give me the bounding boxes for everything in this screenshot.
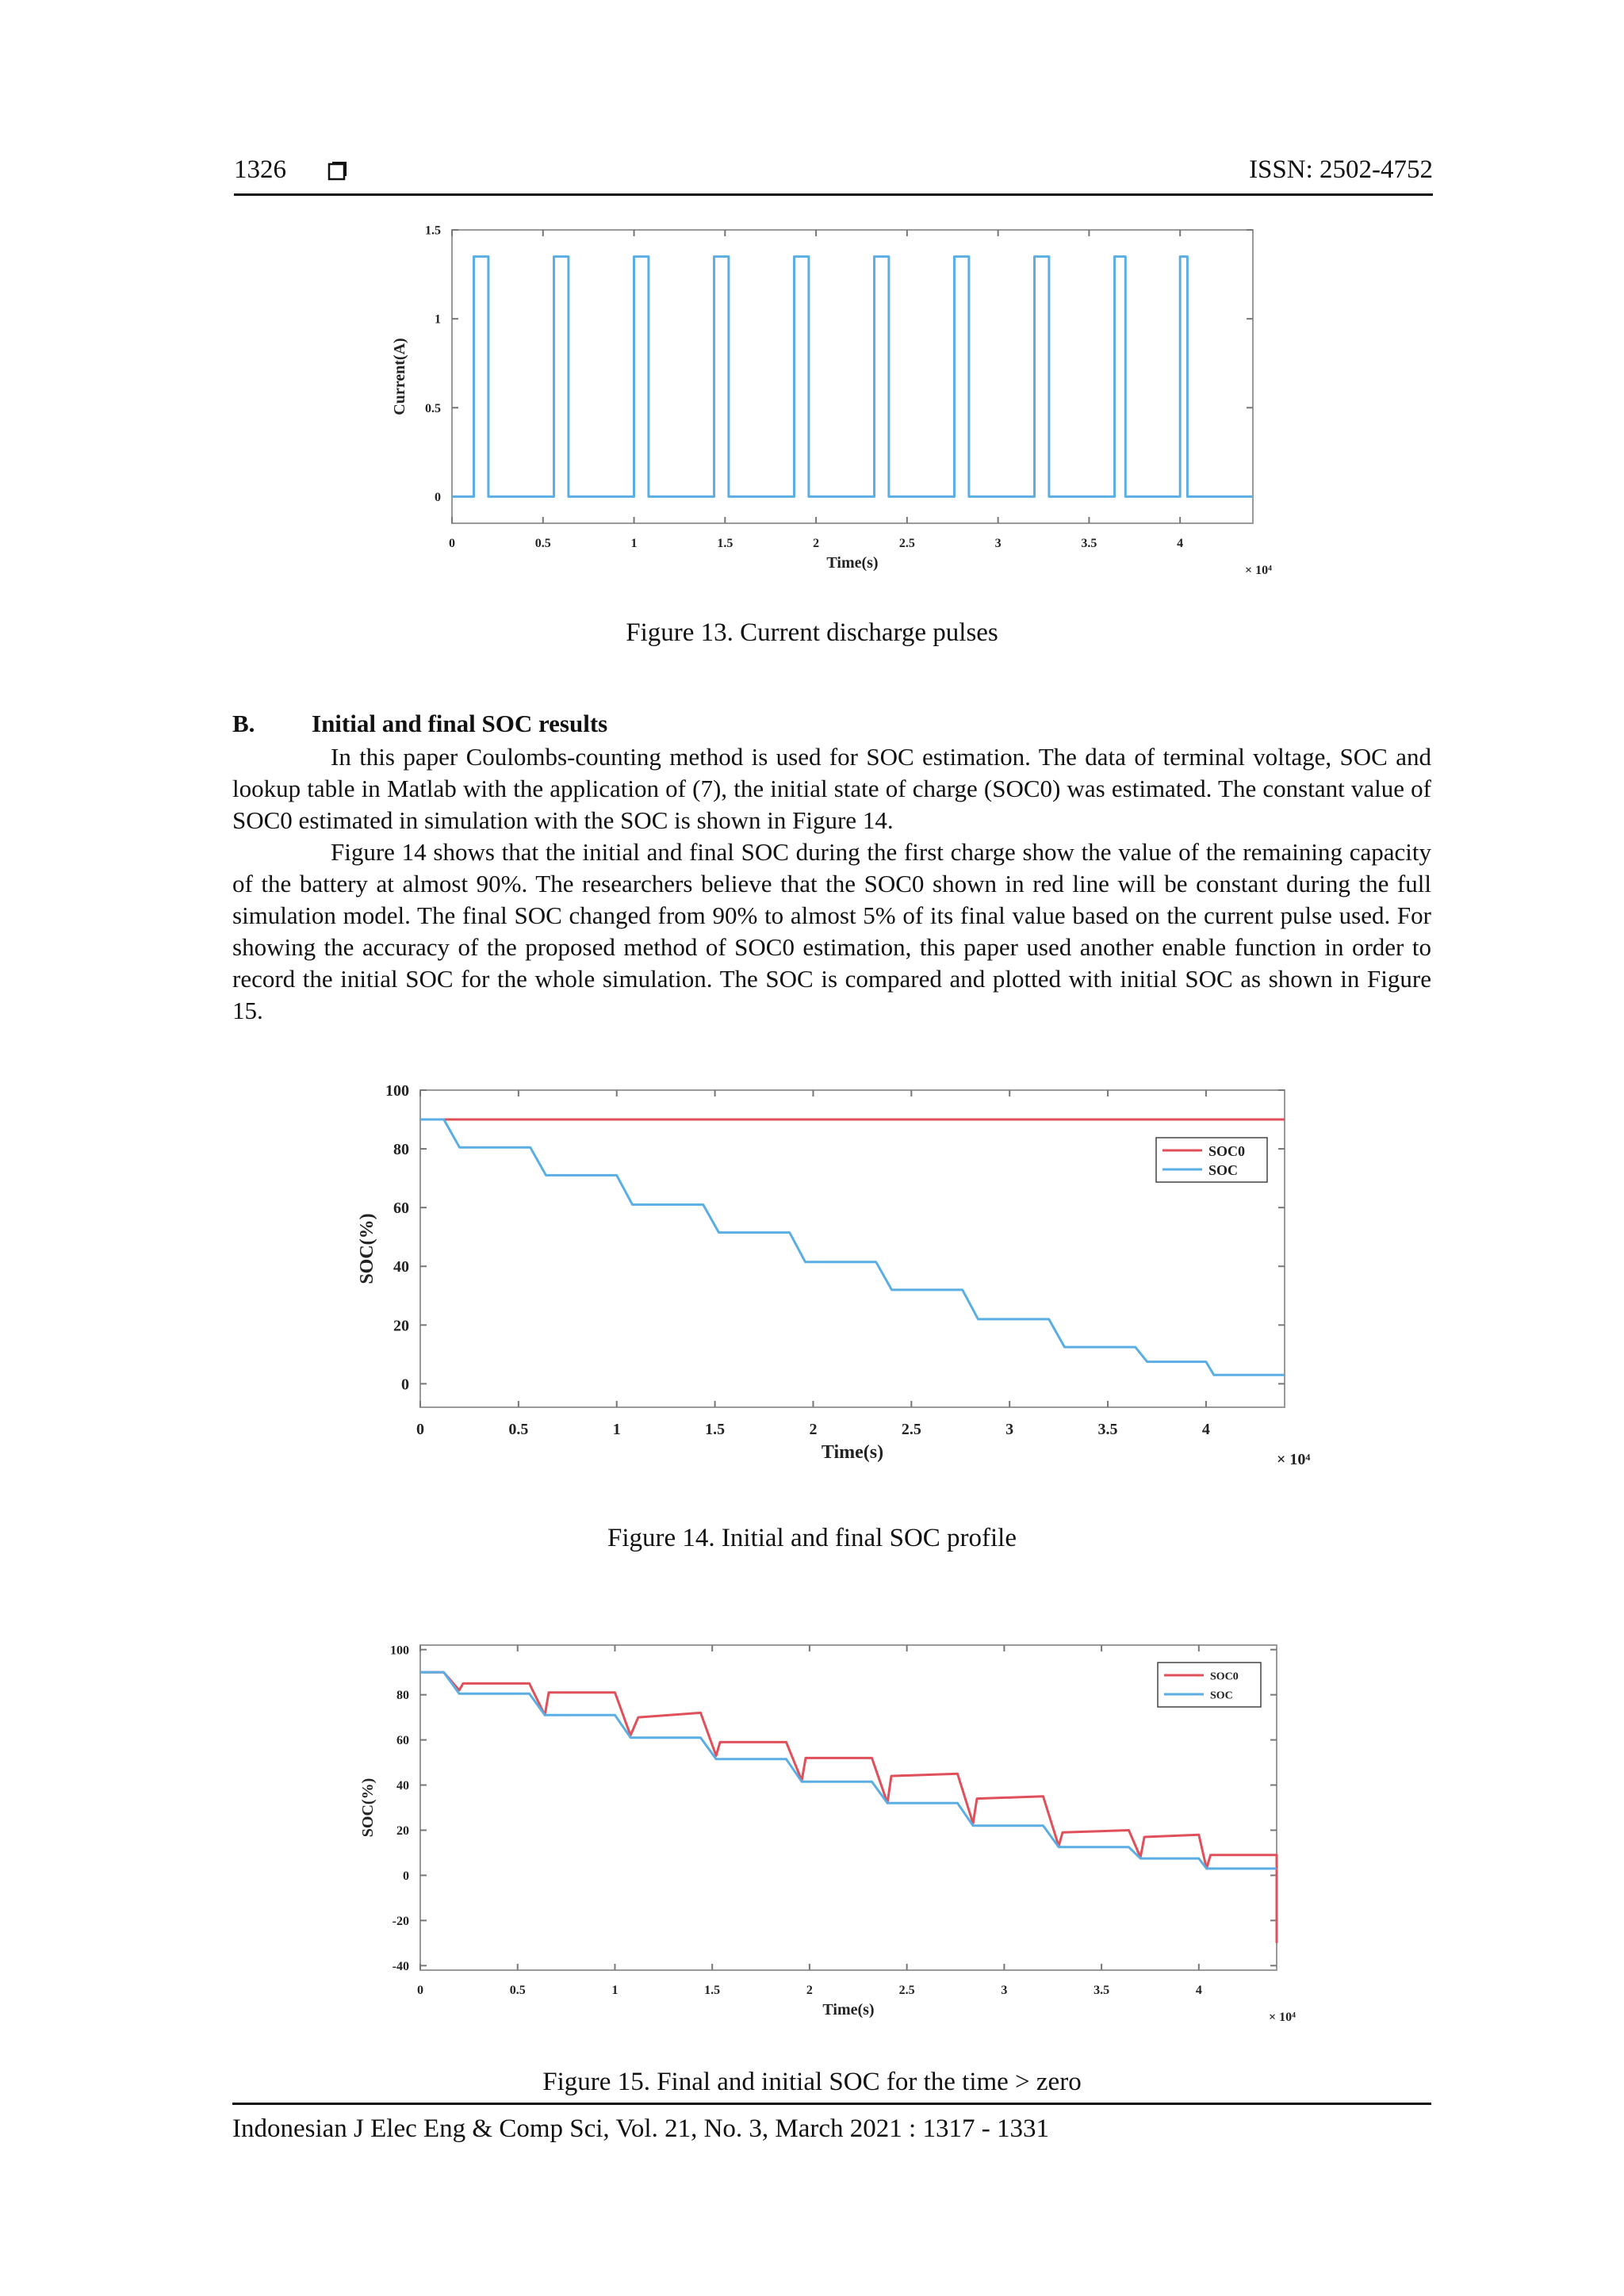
x-tick-label: 2.5 [898,537,915,550]
figure-15-soc-chart [357,1629,1308,2042]
x-tick-label: 1 [612,1421,621,1438]
legend-label: SOC [1210,1689,1233,1702]
y-tick-label: 60 [393,1200,409,1218]
y-tick-label: 20 [393,1317,409,1335]
x-tick-label: 0.5 [534,537,551,550]
section-title: Initial and final SOC results [312,710,608,737]
x-tick-label: 4 [1177,537,1184,550]
issn: ISSN: 2502-4752 [1249,155,1433,184]
legend-label: SOC0 [1208,1143,1246,1159]
x-tick-label: 4 [1195,1984,1202,1997]
page-header [234,155,1433,196]
x-tick-label: 0 [449,537,455,550]
paragraph-1: In this paper Coulombs-counting method is used for SOC estimation. The data of terminal voltage, SOC and lookup table in Matlab with the application of (7), the initial state of charge (SOC0) was estimated. The constant value of SOC0 estimated in simulation with the SOC is shown in Figure 14. [232,743,1431,834]
square-icon [327,160,348,181]
x-multiplier-label: × 10⁴ [1269,2011,1296,2024]
paragraph-2: Figure 14 shows that the initial and final SOC during the first charge show the value of the remaining capacity of the battery at almost 90%. The researchers believe that the SOC0 shown in red line will be constant during the full simulation model. The final SOC changed from 90% to almost 5% of its final value based on the current pulse used. For showing the accuracy of the proposed method of SOC0 estimation, this paper used another enable function in order to record the initial SOC for the whole simulation. The SOC is compared and plotted with initial SOC as shown in Figure 15. [232,838,1431,1024]
plot-frame [452,230,1253,523]
legend-box [1158,1663,1261,1707]
x-tick-label: 0.5 [508,1421,529,1438]
x-tick-label: 3 [1005,1421,1014,1438]
x-tick-label: 2 [813,537,820,550]
figure-14-caption: Figure 14. Initial and final SOC profile [607,1524,1017,1552]
section-heading [232,710,607,738]
y-tick-label: 1 [435,312,441,327]
figure-13-caption: Figure 13. Current discharge pulses [626,618,998,647]
y-tick-label: 100 [390,1644,409,1658]
x-tick-label: 3.5 [1094,1984,1110,1997]
page-number: 1326 [234,155,286,184]
y-tick-label: 0.5 [425,401,441,415]
x-tick-label: 0 [417,1984,423,1997]
x-tick-label: 1.5 [704,1984,721,1997]
figure-14-soc-chart [333,1074,1316,1487]
x-multiplier-label: × 10⁴ [1277,1451,1311,1468]
x-tick-label: 1.5 [717,537,733,550]
x-axis-label: Time(s) [821,1442,884,1463]
x-tick-label: 1 [630,537,638,550]
legend [1158,1663,1261,1707]
y-axis-label: Current(A) [391,338,408,415]
y-tick-label: 1.5 [425,224,441,238]
x-tick-label: 3 [994,537,1002,550]
x-multiplier-label: × 10⁴ [1245,564,1272,577]
x-tick-label: 0 [416,1421,424,1438]
x-tick-label: 1 [611,1984,619,1997]
page-footer: Indonesian J Elec Eng & Comp Sci, Vol. 21, No. 3, March 2021 : 1317 - 1331 [232,2103,1431,2144]
figure-15-caption: Figure 15. Final and initial SOC for the time > zero [542,2068,1082,2096]
x-axis-label: Time(s) [822,2001,875,2019]
y-tick-label: 40 [396,1779,409,1793]
y-tick-label: 0 [401,1376,409,1394]
y-axis-label: SOC(%) [357,1213,377,1284]
section-number: B. [232,710,255,737]
x-tick-label: 2 [809,1421,818,1438]
y-tick-label: 0 [403,1869,409,1884]
figure-13-current-chart [381,214,1293,595]
x-tick-label: 4 [1201,1421,1210,1438]
x-tick-label: 2 [806,1984,813,1997]
x-tick-label: 1.5 [705,1421,726,1438]
y-tick-label: 0 [435,490,441,504]
legend-label: SOC [1208,1162,1239,1178]
y-tick-label: 100 [385,1082,409,1100]
y-tick-label: 20 [396,1824,409,1839]
x-axis-label: Time(s) [826,554,879,572]
x-tick-label: 2.5 [898,1984,915,1997]
y-axis-label: SOC(%) [359,1777,377,1838]
x-tick-label: 3.5 [1081,537,1097,550]
y-tick-label: 80 [396,1689,409,1703]
legend-label: SOC0 [1210,1670,1239,1683]
x-tick-label: 0.5 [509,1984,526,1997]
plot-frame [420,1090,1285,1407]
x-tick-label: 3 [1001,1984,1008,1997]
y-tick-label: -40 [392,1959,409,1973]
y-tick-label: 40 [393,1258,409,1276]
legend [1156,1138,1267,1182]
x-tick-label: 3.5 [1097,1421,1118,1438]
x-tick-label: 2.5 [901,1421,921,1438]
y-tick-label: 80 [393,1141,409,1159]
y-tick-label: -20 [392,1914,409,1928]
y-tick-label: 60 [396,1734,409,1748]
